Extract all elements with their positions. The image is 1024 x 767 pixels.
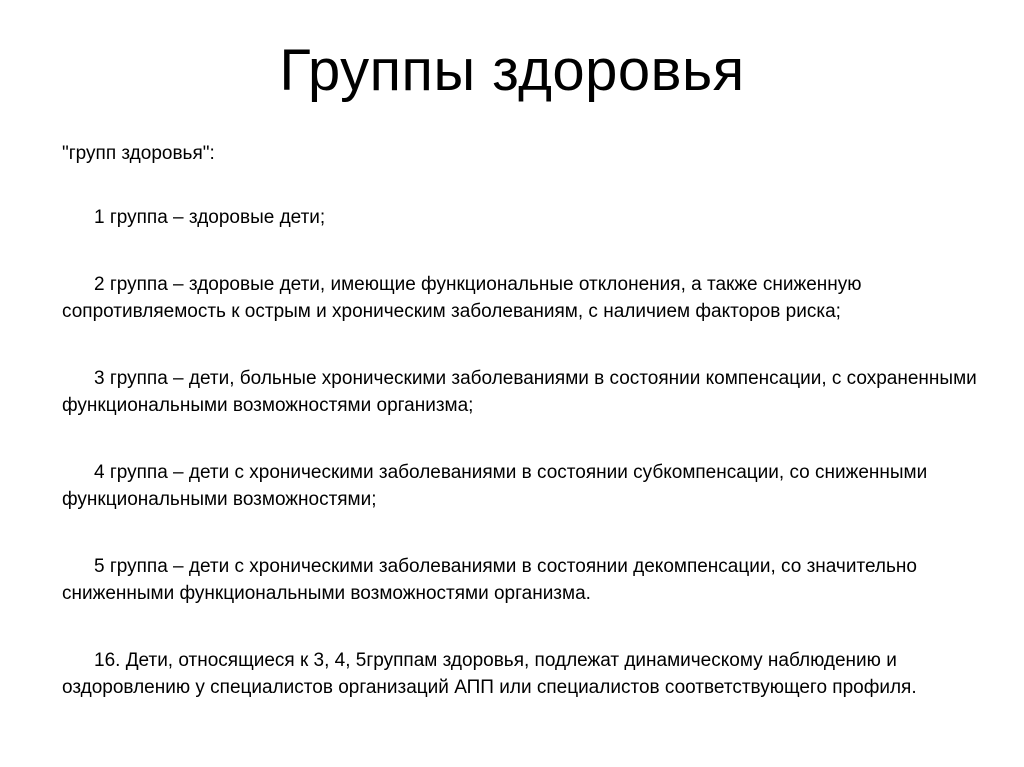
slide-content: [62, 140, 982, 701]
intro-text: "групп здоровья":: [62, 143, 215, 164]
group-3-paragraph: 3 группа – дети, больные хроническими заболеваниями в состоянии компенсации, с сохраненными функциональными возможностями организма;: [62, 368, 977, 416]
slide-title: Группы здоровья: [279, 38, 745, 103]
group-2-paragraph: 2 группа – здоровые дети, имеющие функциональные отклонения, а также сниженную сопротивляемость к острым и хроническим заболеваниям, с наличием факторов риска;: [62, 274, 862, 322]
group-4-paragraph: 4 группа – дети с хроническими заболеваниями в состоянии субкомпенсации, со сниженными функциональными возможностями;: [62, 462, 928, 510]
group-5-paragraph: 5 группа – дети с хроническими заболеваниями в состоянии декомпенсации, со значительно сниженными функциональными возможностями организма.: [62, 556, 917, 604]
group-1-paragraph: 1 группа – здоровые дети;: [94, 207, 326, 228]
clause-16-paragraph: 16. Дети, относящиеся к 3, 4, 5группам здоровья, подлежат динамическому наблюдению и оздоровлению у специалистов организаций АПП или специалистов соответствующего профиля.: [62, 650, 917, 698]
